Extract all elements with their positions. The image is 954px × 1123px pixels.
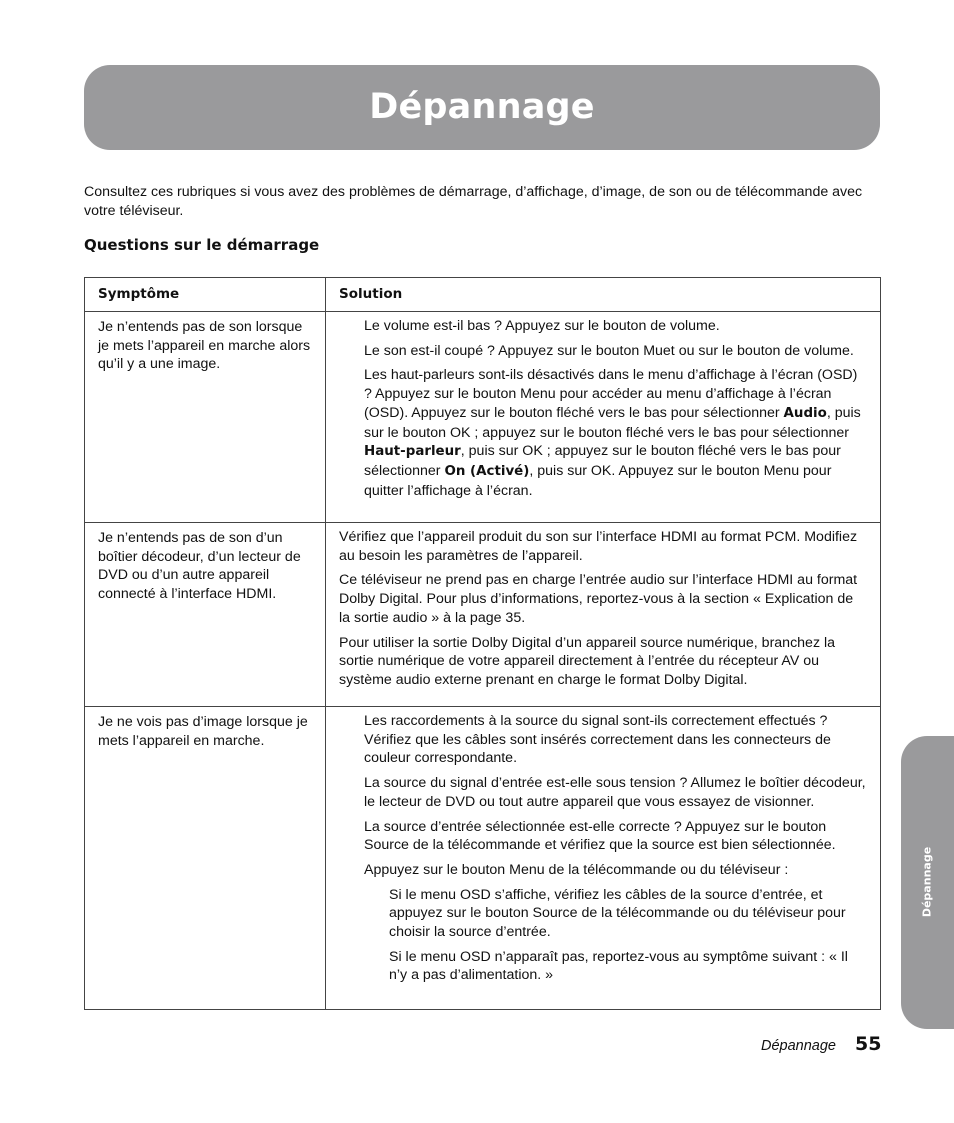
table-header-row bbox=[85, 278, 881, 312]
chapter-tab-label: Dépannage bbox=[920, 846, 934, 918]
footer-section-name: Dépannage bbox=[761, 1038, 836, 1054]
solution-item: Appuyez sur le bouton Menu de la télécommande ou du téléviseur : bbox=[364, 861, 789, 878]
solution-item bbox=[339, 366, 866, 500]
solution-text: , puis sur OK. Appuyez sur le bouton Menu pour quitter l’affichage à l’écran. bbox=[364, 462, 832, 499]
menu-option-on: On (Activé) bbox=[444, 463, 530, 479]
solution-item: La source du signal d’entrée est-elle sous tension ? Allumez le boîtier décodeur, le lecteur de DVD ou tout autre appareil que vous essayez de visionner. bbox=[364, 775, 866, 810]
solution-item: Le volume est-il bas ? Appuyez sur le bouton de volume. bbox=[364, 318, 720, 334]
title-banner bbox=[84, 65, 880, 150]
solution-item: La source d’entrée sélectionnée est-elle correcte ? Appuyez sur le bouton Source de la télécommande et vérifiez que la source est bien sélectionnée. bbox=[364, 818, 836, 854]
table-row bbox=[85, 707, 881, 1010]
solution-text: Les haut-parleurs sont-ils désactivés dans le menu d’affichage à l’écran (OSD) ? Appuyez sur le bouton Menu pour accéder au menu d’affichage à l’écran (OSD). Appuyez sur le bouton fléché vers le bas pour sélectionner bbox=[364, 367, 858, 421]
table-row bbox=[85, 523, 881, 707]
menu-option-audio: Audio bbox=[783, 405, 827, 421]
solution-item: Pour utiliser la sortie Dolby Digital d’un appareil source numérique, branchez la sortie numérique de votre appareil directement à l’entrée du récepteur AV ou système audio externe prenant en charge le format Dolby Digital. bbox=[339, 634, 836, 688]
menu-option-speaker: Haut-parleur bbox=[364, 444, 461, 460]
solution-subitem: Si le menu OSD s’affiche, vérifiez les câbles de la source d’entrée, et appuyez sur le bouton Source de la télécommande ou du téléviseur pour choisir la source d’entrée. bbox=[389, 886, 846, 941]
intro-paragraph: Consultez ces rubriques si vous avez des problèmes de démarrage, d’affichage, d’image, de son ou de télécommande avec votre téléviseur. bbox=[84, 184, 863, 219]
solution-item: Le son est-il coupé ? Appuyez sur le bouton Muet ou sur le bouton de volume. bbox=[364, 342, 854, 359]
symptom-cell: Je ne vois pas d’image lorsque je mets l’appareil en marche. bbox=[85, 707, 326, 1010]
solution-cell bbox=[326, 523, 881, 707]
page-title: Dépannage bbox=[369, 87, 595, 127]
solution-item: Vérifiez que l’appareil produit du son sur l’interface HDMI au format PCM. Modifiez au besoin les paramètres de l’appareil. bbox=[339, 529, 858, 564]
page-number: 55 bbox=[855, 1033, 882, 1055]
symptom-cell: Je n’entends pas de son d’un boîtier décodeur, d’un lecteur de DVD ou d’un autre appareil connecté à l’interface HDMI. bbox=[85, 523, 326, 707]
solution-text: , puis sur le bouton OK ; appuyez sur le bouton fléché vers le bas pour sélectionner bbox=[364, 404, 861, 441]
section-heading: Questions sur le démarrage bbox=[84, 236, 320, 254]
troubleshooting-table bbox=[84, 277, 881, 1010]
solution-item: Les raccordements à la source du signal sont-ils correctement effectués ? Vérifiez que les câbles sont insérés correctement dans les connecteurs de couleur correspondante. bbox=[364, 713, 831, 767]
solution-cell bbox=[326, 312, 881, 523]
solution-item: Ce téléviseur ne prend pas en charge l’entrée audio sur l’interface HDMI au format Dolby Digital. Pour plus d’informations, reportez-vous à la section « Explication de la sortie audio » à la page 35. bbox=[339, 572, 858, 626]
solution-text: , puis sur OK ; appuyez sur le bouton fléché vers le bas pour sélectionner bbox=[364, 443, 841, 479]
solution-subitem: Si le menu OSD n’apparaît pas, reportez-vous au symptôme suivant : « Il n’y a pas d’alimentation. » bbox=[389, 948, 848, 984]
table-row bbox=[85, 312, 881, 523]
symptom-cell: Je n’entends pas de son lorsque je mets l’appareil en marche alors qu’il y a une image. bbox=[85, 312, 326, 523]
solution-header: Solution bbox=[326, 278, 881, 312]
solution-cell bbox=[326, 707, 881, 1010]
symptom-header: Symptôme bbox=[85, 278, 326, 312]
